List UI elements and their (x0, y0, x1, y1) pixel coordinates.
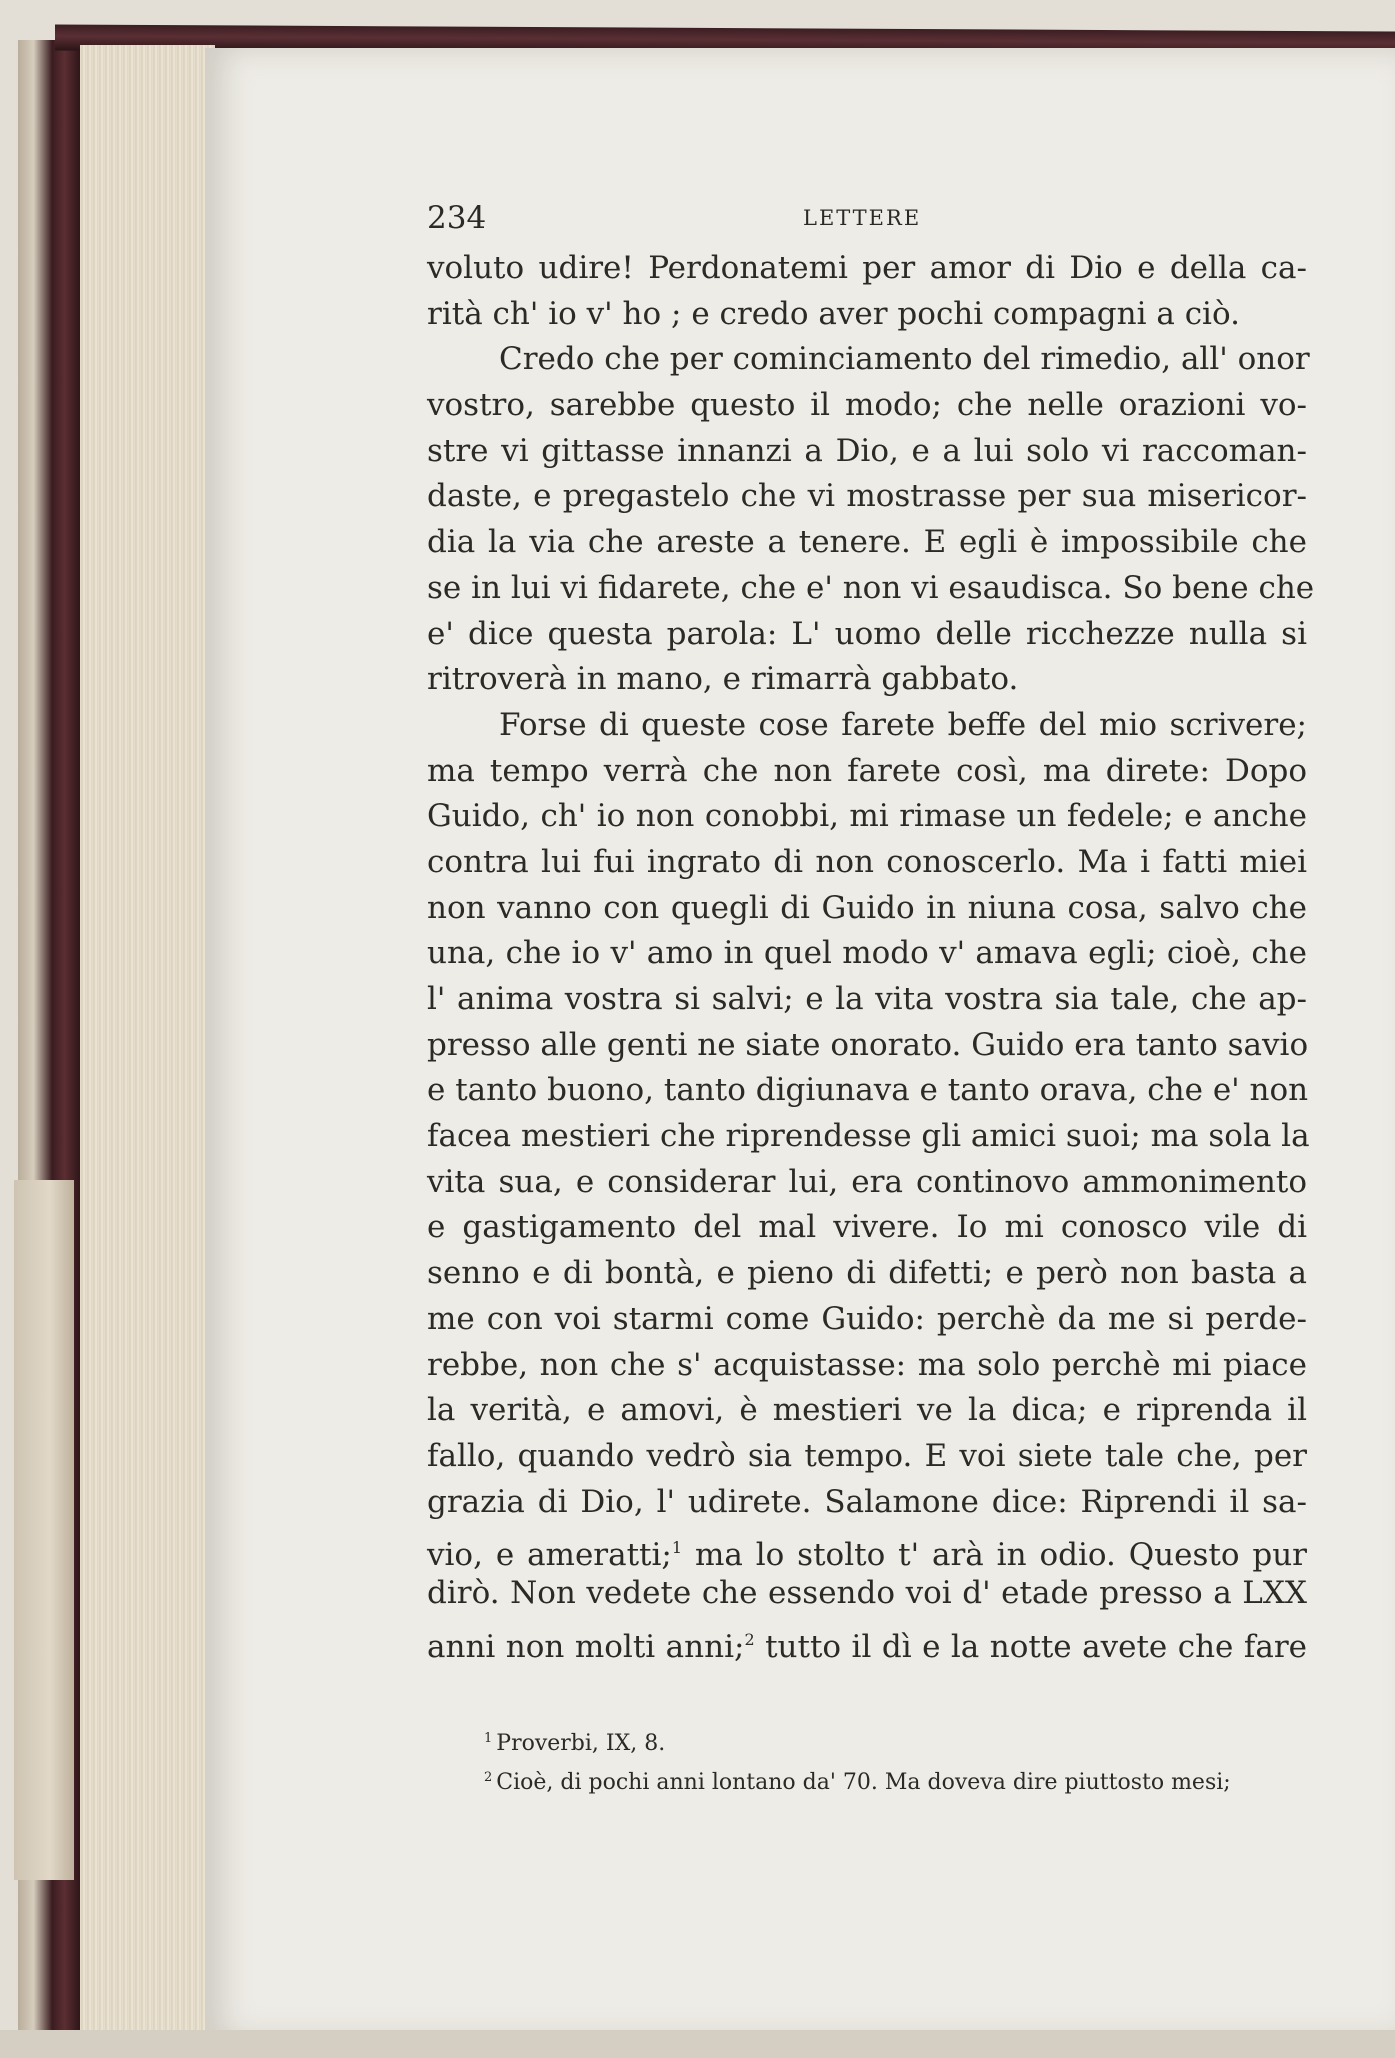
text-line: stre vi gittasse innanzi a Dio, e a lui solo vi raccoman- (427, 432, 1307, 469)
text-line: dirò. Non vedete che essendo voi d' etade presso a LXX (427, 1574, 1307, 1611)
footnote-marker: 1 (484, 1731, 493, 1747)
text-line: Forse di queste cose farete beffe del mio scrivere; (499, 706, 1307, 743)
text-line: la verità, e amovi, è mestieri ve la dica; e riprenda il (427, 1392, 1307, 1429)
page-number: 234 (427, 200, 487, 236)
page-stack-edge (80, 45, 215, 2040)
text-line: presso alle genti ne siate onorato. Guido era tanto savio (427, 1026, 1309, 1063)
text-line: dia la via che areste a tenere. E egli è impossibile che (427, 524, 1307, 561)
text-line: Credo che per cominciamento del rimedio, all' onor (499, 341, 1310, 378)
text-line: facea mestieri che riprendesse gli amici suoi; ma sola la (427, 1118, 1310, 1155)
footnote-ref: 1 (671, 1538, 683, 1558)
footnote (427, 1722, 1307, 1761)
text-line: e' dice questa parola: L' uomo delle ricchezze nulla si (427, 615, 1307, 652)
text-column (427, 200, 1315, 1800)
text-line-with-footnote (427, 1525, 1307, 1574)
text-line: l' anima vostra si salvi; e la vita vostra sia tale, che ap- (427, 981, 1307, 1017)
text-line: grazia di Dio, l' udirete. Salamone dice: Riprendi il sa- (427, 1483, 1307, 1520)
text-line: se in lui vi fidarete, che e' non vi esaudisca. So bene che (427, 569, 1315, 606)
text-line: senno e di bontà, e pieno di difetti; e però non basta a (427, 1255, 1307, 1292)
footnote-text: Cioè, di pochi anni lontano da' 70. Ma doveva dire piuttosto mesi; (496, 1770, 1231, 1796)
running-head: LETTERE (803, 206, 922, 230)
text-line: ritroverà in mano, e rimarrà gabbato. (427, 661, 1019, 698)
line-text: vio, e ameratti; (427, 1537, 672, 1574)
footnote-ref: 2 (744, 1629, 755, 1649)
text-line: fallo, quando vedrò sia tempo. E voi siete tale che, per (427, 1437, 1307, 1474)
text-line: voluto udire! Perdonatemi per amor di Dio e della ca- (427, 250, 1307, 286)
text-line: ma tempo verrà che non farete così, ma direte: Dopo (427, 752, 1307, 789)
text-line: e tanto buono, tanto digiunava e tanto orava, che e' non (427, 1072, 1309, 1109)
text-line: vita sua, e considerar lui, era continovo ammonimento (427, 1163, 1307, 1200)
text-line-with-footnote (427, 1617, 1307, 1663)
text-line: me con voi starmi come Guido: perchè da me si perde- (427, 1300, 1307, 1337)
text-line: e gastigamento del mal vivere. Io mi conosco vile di (427, 1209, 1307, 1246)
page-header (427, 200, 1307, 246)
text-line: rebbe, non che s' acquistasse: ma solo perchè mi piace (427, 1346, 1307, 1383)
text-line: contra lui fui ingrato di non conoscerlo. Ma i fatti miei (427, 843, 1307, 880)
line-text: ma lo stolto t' arà in odio. Questo pur (682, 1537, 1307, 1574)
footnote (427, 1761, 1307, 1800)
footnote-marker: 2 (484, 1770, 493, 1786)
text-line: non vanno con quegli di Guido in niuna cosa, salvo che (427, 889, 1307, 926)
text-line: rità ch' io v' ho ; e credo aver pochi compagni a ciò. (427, 295, 1240, 332)
line-text: anni non molti anni; (427, 1628, 745, 1665)
worn-cover-edge (14, 1180, 74, 1880)
line-text: tutto il dì e la notte avete che fare (754, 1628, 1307, 1665)
footnote-text: Proverbi, IX, 8. (496, 1731, 666, 1757)
bottom-edge (0, 2030, 1395, 2058)
text-line: daste, e pregastelo che vi mostrasse per sua misericor- (427, 478, 1307, 515)
text-line: vostro, sarebbe questo il modo; che nelle orazioni vo- (427, 387, 1307, 424)
text-line: Guido, ch' io non conobbi, mi rimase un fedele; e anche (427, 798, 1307, 835)
footnote-gap (427, 1662, 1307, 1722)
text-line: una, che io v' amo in quel modo v' amava egli; cioè, che (427, 935, 1307, 972)
